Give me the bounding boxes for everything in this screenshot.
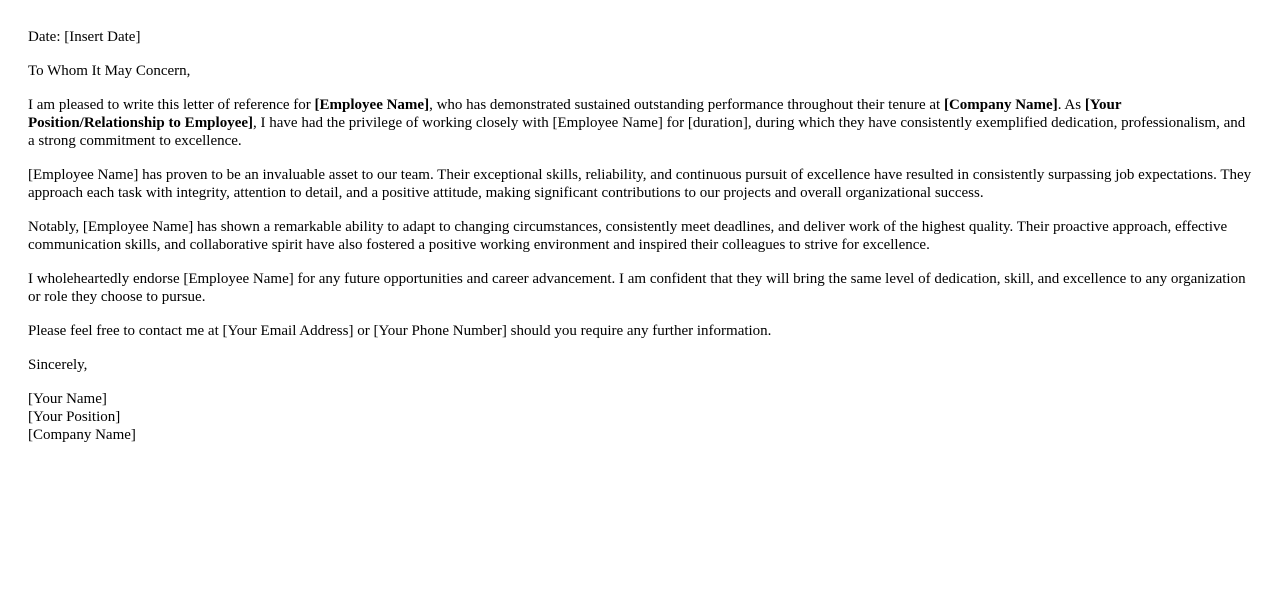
closing: Sincerely, (28, 357, 88, 373)
intro-text-2: , who has demonstrated sustained outstanding performance throughout their tenure at (429, 97, 944, 113)
position-bold: [Your Position/Relationship to Employee] (28, 97, 1122, 131)
paragraph-contact: Please feel free to contact me at [Your Email Address] or [Your Phone Number] should you require any further information. (28, 323, 772, 339)
signature-position: [Your Position] (28, 409, 121, 425)
company-name-bold: [Company Name] (943, 97, 1058, 113)
signature-name: [Your Name] (28, 391, 107, 407)
reference-letter (28, 28, 1254, 460)
salutation: To Whom It May Concern, (28, 63, 191, 79)
paragraph-asset: [Employee Name] has proven to be an invaluable asset to our team. Their exceptional skills, reliability, and continuous pursuit of excellence have resulted in consistently surpassing job expectations. They approach each task with integrity, attention to detail, and a positive attitude, making significant contributions to our projects and overall organizational success. (28, 167, 1252, 201)
employee-name-bold: [Employee Name] (314, 97, 430, 113)
date-line: Date: [Insert Date] (28, 29, 141, 45)
signature-block (28, 390, 1254, 444)
paragraph-adaptability: Notably, [Employee Name] has shown a remarkable ability to adapt to changing circumstances, consistently meet deadlines, and deliver work of the highest quality. Their proactive approach, effective communication skills, and collaborative spirit have also fostered a positive working environment and inspired their colleagues to strive for excellence. (28, 219, 1228, 253)
intro-text-4: , I have had the privilege of working closely with [Employee Name] for [duration], during which they have consistently exemplified dedication, professionalism, and a strong commitment to excellence. (28, 115, 1246, 149)
paragraph-endorsement: I wholeheartedly endorse [Employee Name] for any future opportunities and career advancement. I am confident that they will bring the same level of dedication, skill, and excellence to any organization or role they choose to pursue. (28, 271, 1246, 305)
signature-company: [Company Name] (28, 427, 136, 443)
paragraph-intro (28, 96, 1254, 150)
intro-text-3: . As (1057, 97, 1085, 113)
intro-text-1: I am pleased to write this letter of reference for (28, 97, 315, 113)
